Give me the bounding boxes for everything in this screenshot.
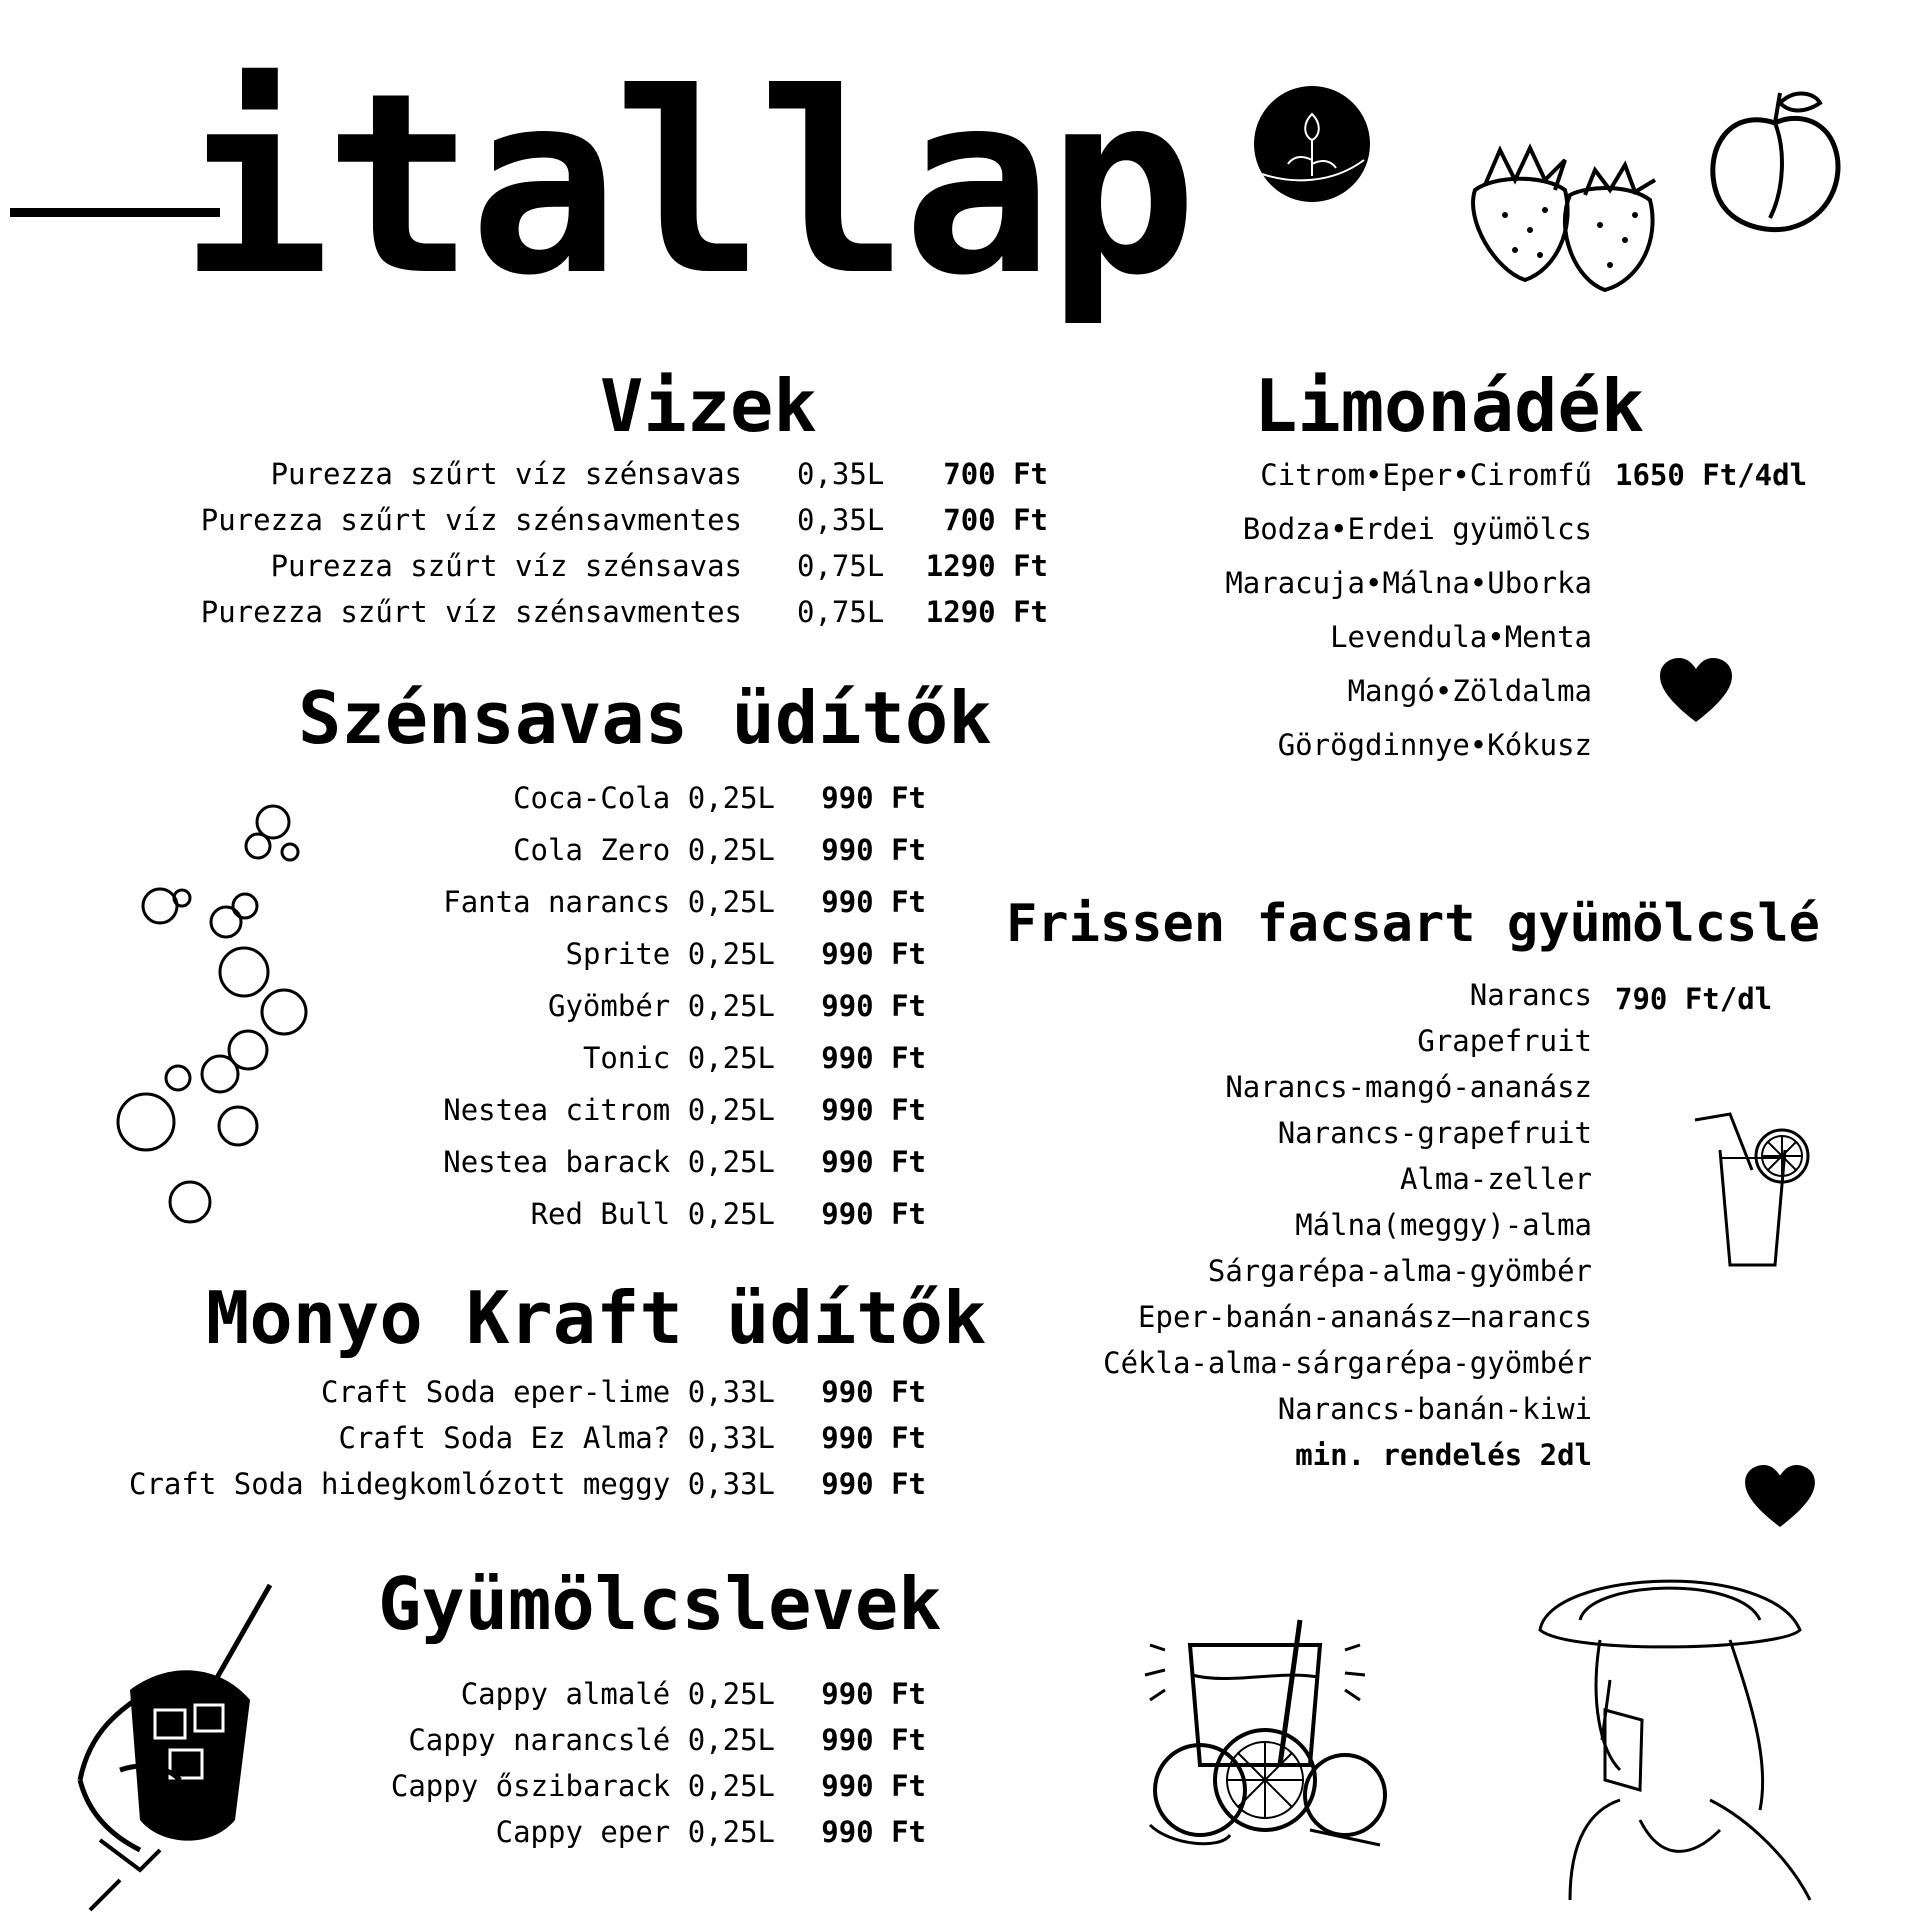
item-name: Red Bull 0,25L	[530, 1197, 775, 1231]
list-item: Maracuja•Málna•Uborka	[1225, 566, 1592, 600]
item-price: 990 Ft	[821, 1467, 926, 1501]
item-name: Cappy eper 0,25L	[495, 1815, 775, 1849]
item-size: 0,75L	[797, 549, 885, 583]
list-item: Narancs-banán-kiwi	[1277, 1392, 1592, 1426]
list-item: Málna(meggy)-alma	[1295, 1208, 1592, 1242]
iced-coffee-icon	[60, 1580, 290, 1910]
item-name: Craft Soda hidegkomlózott meggy 0,33L	[128, 1467, 775, 1501]
item-price: 1290 Ft	[925, 549, 1048, 583]
list-item	[0, 1375, 930, 1418]
item-price: 990 Ft	[821, 1375, 926, 1409]
item-price: 990 Ft	[821, 781, 926, 815]
item-name: Craft Soda Ez Alma? 0,33L	[338, 1421, 775, 1455]
list-item	[0, 595, 1060, 638]
item-name: Cappy őszibarack 0,25L	[390, 1769, 775, 1803]
item-name: Sprite 0,25L	[565, 937, 775, 971]
item-price: 990 Ft	[821, 885, 926, 919]
item-price: 700 Ft	[943, 457, 1048, 491]
limonadek-price: 1650 Ft/4dl	[1615, 458, 1808, 492]
list-item	[0, 549, 1060, 592]
item-price: 990 Ft	[821, 1815, 926, 1849]
item-size: 0,35L	[797, 503, 885, 537]
list-item: Citrom•Eper•Ciromfű	[1260, 458, 1592, 492]
item-price: 990 Ft	[821, 989, 926, 1023]
item-price: 990 Ft	[821, 1677, 926, 1711]
frissen-note: min. rendelés 2dl	[1295, 1438, 1592, 1472]
list-item: Grapefruit	[1417, 1024, 1592, 1058]
list-item: Narancs	[1469, 978, 1592, 1012]
list-item: Levendula•Menta	[1330, 620, 1592, 654]
item-name: Coca-Cola 0,25L	[513, 781, 775, 815]
list-item	[0, 503, 1060, 546]
page-title: itallap	[180, 39, 1192, 330]
list-item: Bodza•Erdei gyümölcs	[1242, 512, 1592, 546]
heading-gyumolcslevek: Gyümölcslevek	[378, 1562, 942, 1646]
list-item	[0, 457, 1060, 500]
list-item: Narancs-mangó-ananász	[1225, 1070, 1592, 1104]
woman-drinking-icon	[1510, 1560, 1840, 1910]
heading-limonadek: Limonádék	[1254, 364, 1645, 448]
item-price: 990 Ft	[821, 1145, 926, 1179]
item-size: 0,75L	[797, 595, 885, 629]
list-item: Cékla-alma-sárgarépa-gyömbér	[1103, 1346, 1592, 1380]
juice-glass-icon	[1690, 1110, 1820, 1270]
item-price: 990 Ft	[821, 1093, 926, 1127]
peach-icon	[1700, 88, 1850, 238]
item-price: 990 Ft	[821, 937, 926, 971]
item-name: Gyömbér 0,25L	[548, 989, 775, 1023]
item-price: 990 Ft	[821, 1723, 926, 1757]
item-price: 1290 Ft	[925, 595, 1048, 629]
list-item	[0, 1467, 930, 1510]
logo-icon	[1252, 84, 1372, 204]
heading-vizek: Vizek	[600, 364, 817, 448]
item-name: Purezza szűrt víz szénsavas	[270, 549, 742, 583]
item-price: 990 Ft	[821, 1041, 926, 1075]
list-item: Alma-zeller	[1399, 1162, 1592, 1196]
item-name: Cola Zero 0,25L	[513, 833, 775, 867]
item-size: 0,35L	[797, 457, 885, 491]
item-price: 990 Ft	[821, 1769, 926, 1803]
item-price: 990 Ft	[821, 1421, 926, 1455]
item-name: Nestea barack 0,25L	[443, 1145, 775, 1179]
item-name: Tonic 0,25L	[582, 1041, 775, 1075]
item-name: Cappy narancslé 0,25L	[408, 1723, 775, 1757]
list-item: Sárgarépa-alma-gyömbér	[1207, 1254, 1592, 1288]
list-item: Eper-banán-ananász–narancs	[1138, 1300, 1592, 1334]
heart-icon	[1660, 658, 1732, 724]
item-name: Cappy almalé 0,25L	[460, 1677, 775, 1711]
heading-frissen: Frissen facsart gyümölcslé	[1006, 894, 1820, 954]
item-price: 990 Ft	[821, 1197, 926, 1231]
item-name: Purezza szűrt víz szénsavmentes	[200, 503, 742, 537]
heading-monyo: Monyo Kraft üdítők	[206, 1276, 987, 1360]
item-name: Nestea citrom 0,25L	[443, 1093, 775, 1127]
heart-icon	[1745, 1465, 1815, 1529]
heading-szensavas: Szénsavas üdítők	[298, 676, 992, 760]
bubbles-icon	[110, 800, 310, 1230]
item-name: Craft Soda eper-lime 0,33L	[321, 1375, 775, 1409]
frissen-price: 790 Ft/dl	[1615, 982, 1773, 1016]
strawberry-icon	[1455, 140, 1675, 300]
list-item: Mangó•Zöldalma	[1347, 674, 1592, 708]
item-name: Fanta narancs 0,25L	[443, 885, 775, 919]
item-price: 700 Ft	[943, 503, 1048, 537]
item-name: Purezza szűrt víz szénsavmentes	[200, 595, 742, 629]
list-item: Görögdinnye•Kókusz	[1277, 728, 1592, 762]
list-item	[0, 1421, 930, 1464]
item-price: 990 Ft	[821, 833, 926, 867]
list-item: Narancs-grapefruit	[1277, 1116, 1592, 1150]
orange-juice-icon	[1130, 1615, 1410, 1855]
item-name: Purezza szűrt víz szénsavas	[270, 457, 742, 491]
